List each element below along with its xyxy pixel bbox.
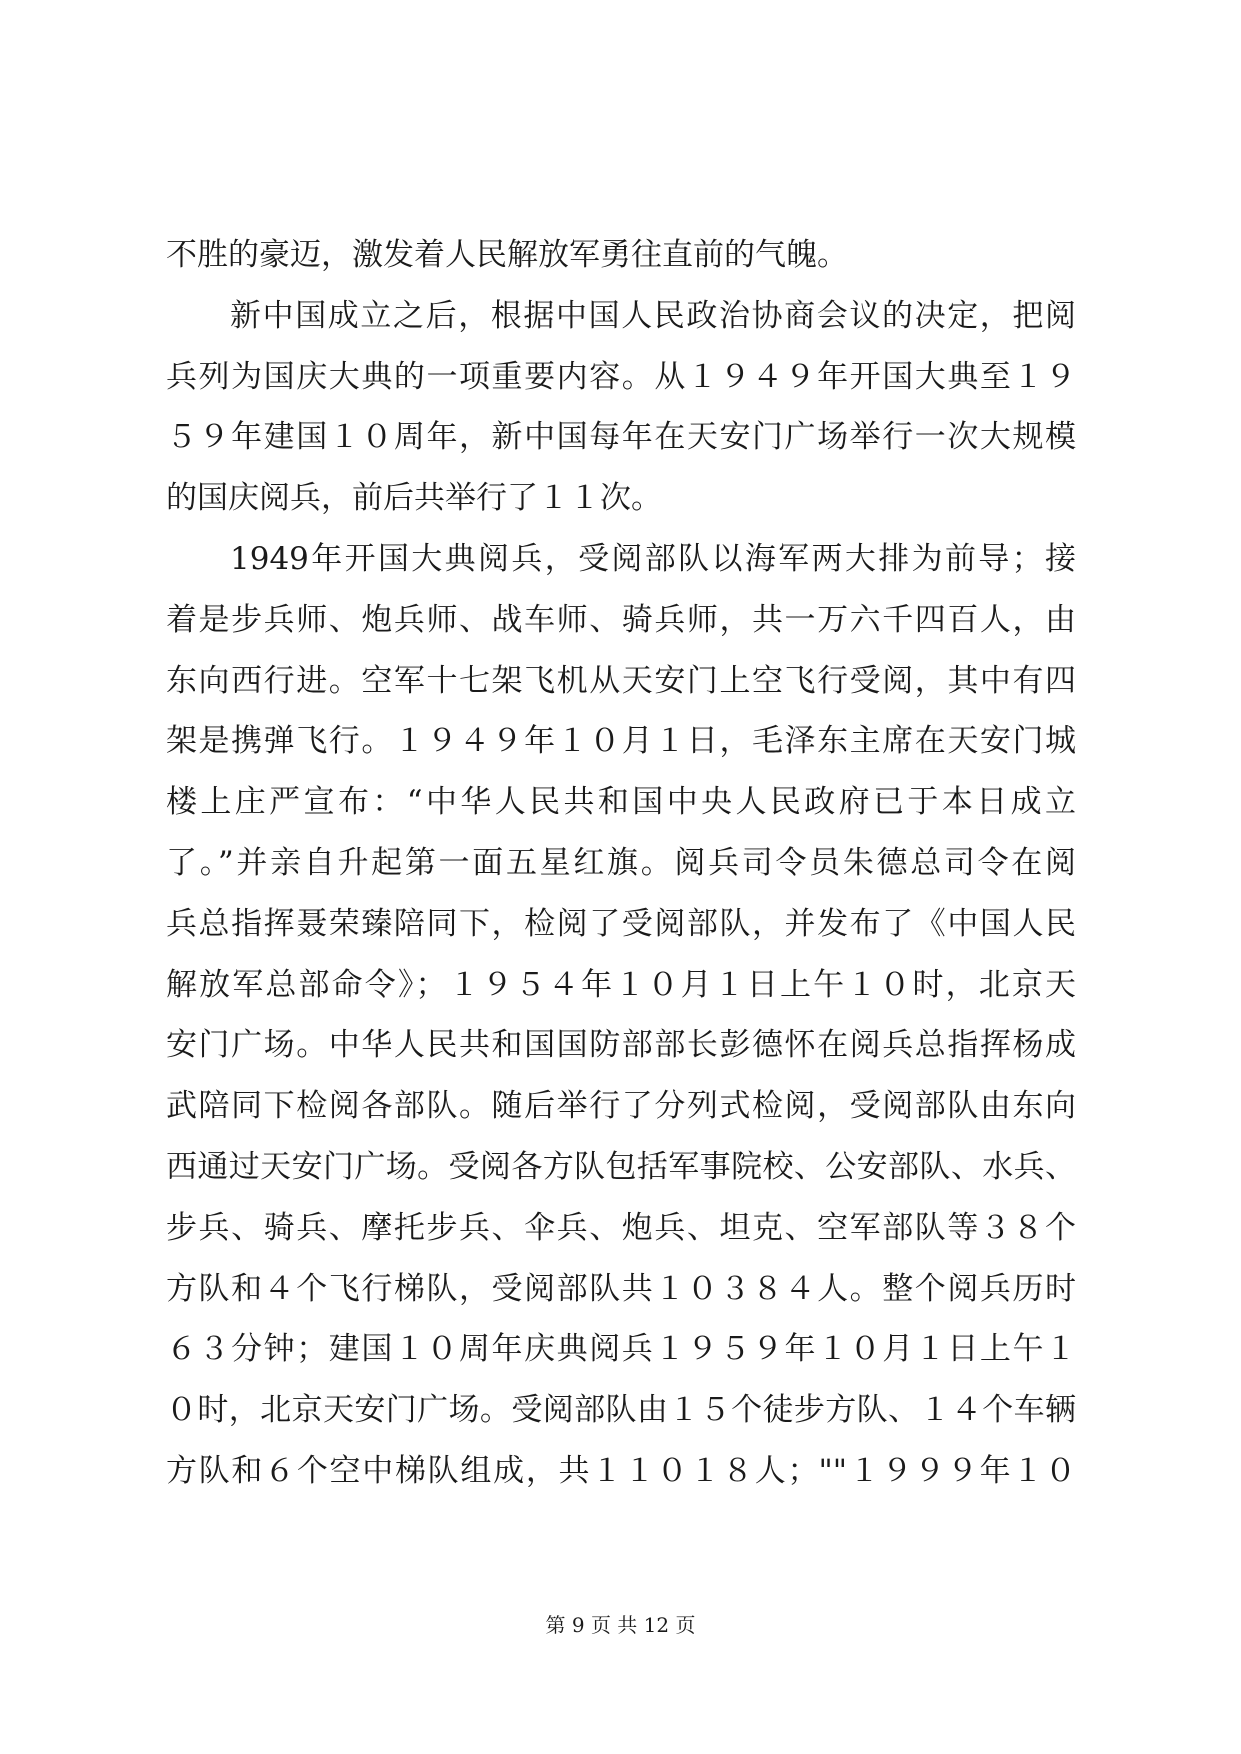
text-line: 安门广场。中华人民共和国国防部部长彭德怀在阅兵总指挥杨成 [166,1027,1076,1064]
text-line: 的国庆阅兵，前后共举行了１１次。 [166,480,662,517]
text-line: 西通过天安门广场。受阅各方队包括军事院校、公安部队、水兵、 [166,1148,1076,1185]
text-line: 不胜的豪迈，激发着人民解放军勇往直前的气魄。 [166,237,848,273]
text-line: ０时，北京天安门广场。受阅部队由１５个徒步方队、１４个车辆 [166,1392,1076,1429]
text-line: 步兵、骑兵、摩托步兵、伞兵、炮兵、坦克、空军部队等３８个 [166,1209,1076,1246]
text-line: 楼上庄严宣布：“中华人民共和国中央人民政府已于本日成立 [166,784,1076,821]
text-line: ６３分钟；建国１０周年庆典阅兵１９５９年１０月１日上午１ [166,1331,1076,1368]
text-line: 着是步兵师、炮兵师、战车师、骑兵师，共一万六千四百人，由 [166,601,1076,638]
text-line: 东向西行进。空军十七架飞机从天安门上空飞行受阅，其中有四 [166,662,1076,699]
text-line: 兵总指挥聂荣臻陪同下，检阅了受阅部队，并发布了《中国人民 [166,905,1076,942]
text-line: 方队和４个飞行梯队，受阅部队共１０３８４人。整个阅兵历时 [166,1270,1076,1307]
text-line: 方队和６个空中梯队组成，共１１０１８人；""１９９９年１０ [166,1452,1076,1489]
text-line: ５９年建国１０周年，新中国每年在天安门广场举行一次大规模 [166,419,1076,456]
paragraph-first-line: 新中国成立之后，根据中国人民政治协商会议的决定，把阅 [230,297,1076,334]
text-line: 解放军总部命令》；１９５４年１０月１日上午１０时，北京天 [166,966,1076,1003]
text-line: 架是携弹飞行。１９４９年１０月１日，毛泽东主席在天安门城 [166,723,1076,760]
body-text [166,225,1076,1502]
text-line: 了。”并亲自升起第一面五星红旗。阅兵司令员朱德总司令在阅 [166,844,1076,881]
text-line: 武陪同下检阅各部队。随后举行了分列式检阅，受阅部队由东向 [166,1088,1076,1125]
paragraph-first-line: 1949年开国大典阅兵，受阅部队以海军两大排为前导；接 [230,540,1076,577]
page-number-label: 第 9 页 共 12 页 [545,1613,696,1637]
page-footer [0,1610,1241,1640]
text-line: 兵列为国庆大典的一项重要内容。从１９４９年开国大典至１９ [166,358,1076,395]
